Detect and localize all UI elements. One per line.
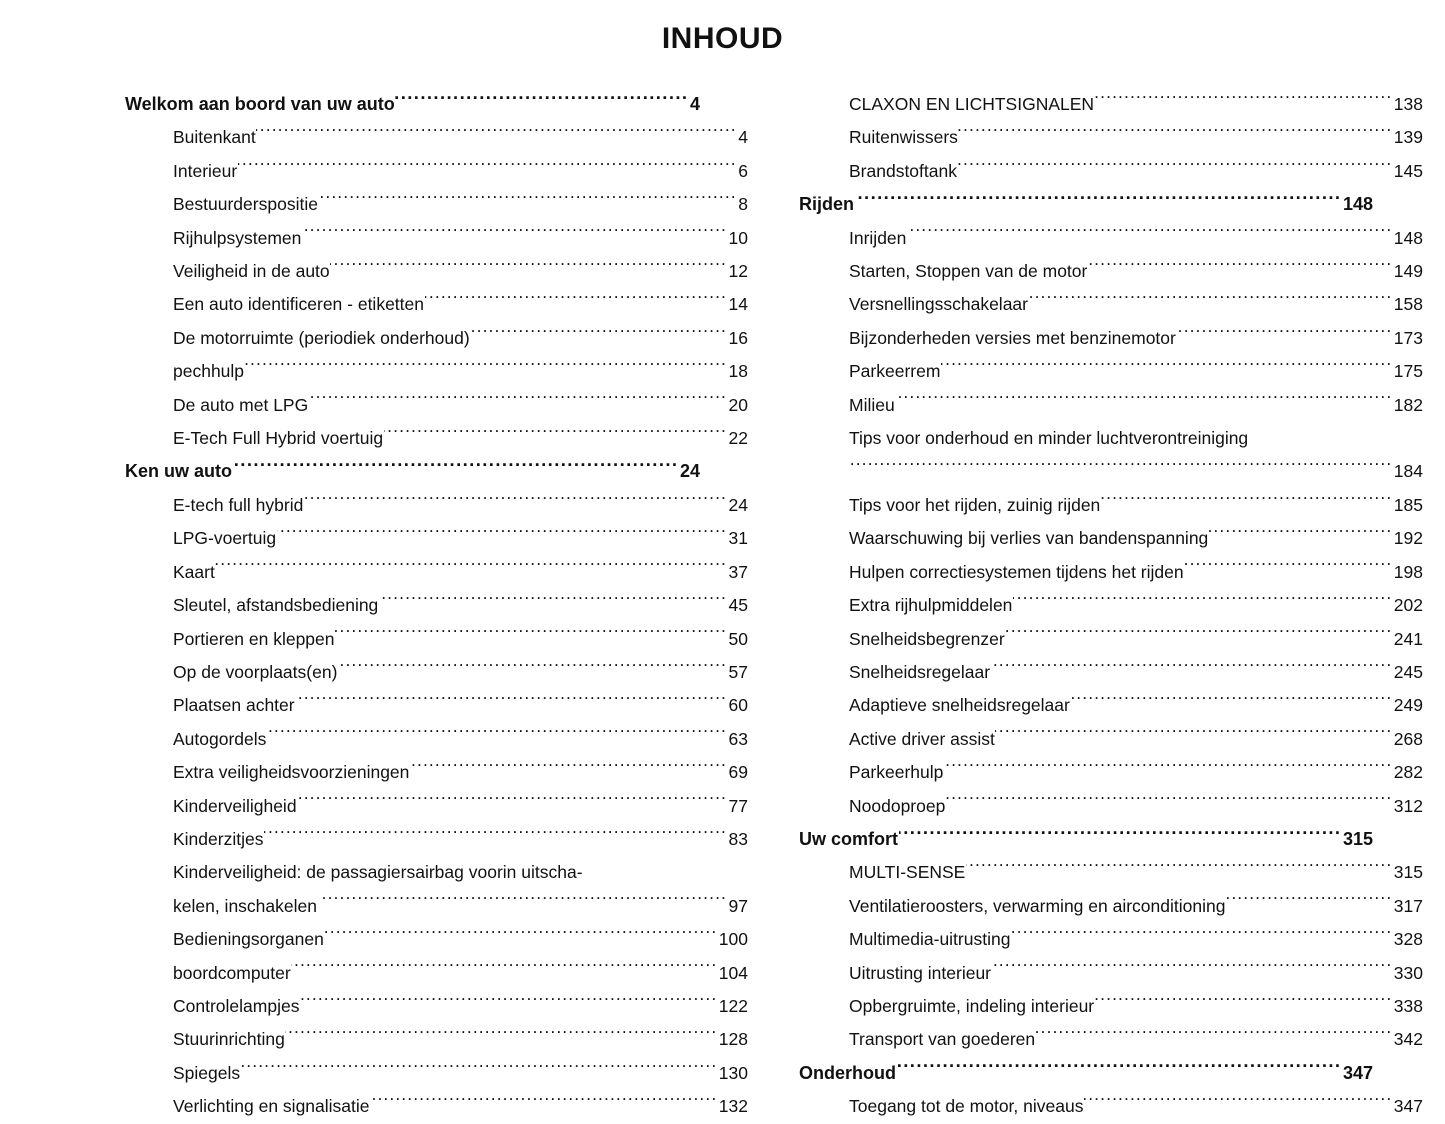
- toc-entry-row[interactable]: [125, 756, 748, 789]
- toc-leader-dots: [256, 126, 737, 144]
- toc-page-number: 148: [1342, 194, 1373, 215]
- toc-page-number: 342: [1393, 1029, 1423, 1050]
- toc-leader-dots: [1070, 694, 1392, 712]
- toc-leader-dots: [992, 961, 1393, 979]
- toc-leader-dots: [322, 894, 727, 912]
- toc-entry-row[interactable]: [799, 623, 1423, 656]
- toc-entry-row[interactable]: [799, 856, 1423, 889]
- toc-entry-label: Verlichting en signalisatie: [173, 1096, 370, 1117]
- toc-entry-label: Bestuurderspositie: [173, 194, 318, 215]
- toc-section-row[interactable]: [799, 188, 1373, 221]
- toc-leader-dots: [1013, 594, 1392, 612]
- toc-page-number: 20: [728, 394, 748, 415]
- toc-page-number: 312: [1393, 795, 1423, 816]
- toc-entry-row[interactable]: [125, 255, 748, 288]
- toc-leader-dots: [944, 761, 1392, 779]
- toc-entry-row[interactable]: [799, 422, 1423, 489]
- toc-entry-label: Tips voor het rijden, zuinig rijden: [849, 494, 1101, 515]
- toc-leader-dots: [966, 861, 1392, 879]
- toc-entry-label: Multimedia-uitrusting: [849, 929, 1011, 950]
- toc-page-number: 145: [1393, 160, 1423, 181]
- toc-entry-label: LPG-voertuig: [173, 528, 277, 549]
- toc-leader-dots: [1226, 894, 1392, 912]
- toc-entry-row[interactable]: [799, 923, 1423, 956]
- toc-leader-dots: [277, 527, 727, 545]
- toc-entry-row[interactable]: [125, 389, 748, 422]
- toc-entry-label: Noodoproep: [849, 795, 946, 816]
- toc-leader-dots: [1036, 1028, 1393, 1046]
- toc-leader-dots: [895, 393, 1392, 411]
- toc-entry-label: Kaart: [173, 561, 215, 582]
- toc-entry-row[interactable]: [799, 723, 1423, 756]
- toc-leader-dots: [302, 226, 727, 244]
- toc-leader-dots: [1029, 293, 1393, 311]
- toc-entry-label: Rijhulpsystemen: [173, 227, 302, 248]
- toc-entry-label: Parkeerhulp: [849, 762, 944, 783]
- toc-page-number: 132: [718, 1096, 748, 1117]
- toc-entry-row[interactable]: [125, 288, 748, 321]
- toc-entry-label: Inrijden: [849, 227, 907, 248]
- toc-entry-row[interactable]: [799, 88, 1423, 121]
- toc-entry-label: Active driver assist: [849, 728, 995, 749]
- toc-entry-row[interactable]: [799, 322, 1423, 355]
- toc-entry-row[interactable]: [125, 790, 748, 823]
- toc-entry-label: Veiligheid in de auto: [173, 261, 330, 282]
- toc-entry-label: Kinderveiligheid: [173, 795, 297, 816]
- toc-section-row[interactable]: [125, 455, 700, 488]
- toc-leader-dots: [300, 994, 717, 1012]
- toc-section-row[interactable]: [125, 88, 700, 121]
- toc-leader-dots: [425, 293, 728, 311]
- toc-page-number: 97: [728, 895, 748, 916]
- toc-leader-dots: [1084, 1095, 1392, 1113]
- toc-entry-row[interactable]: [799, 556, 1423, 589]
- toc-page-number: 83: [728, 828, 748, 849]
- toc-leader-dots: [1095, 994, 1393, 1012]
- toc-entry-row[interactable]: [799, 288, 1423, 321]
- toc-entry-label-line2: kelen, inschakelen: [173, 895, 322, 916]
- toc-page-number: 139: [1393, 127, 1423, 148]
- toc-entry-label: E-Tech Full Hybrid voertuig: [173, 428, 384, 449]
- toc-page-number: 122: [718, 995, 748, 1016]
- toc-page-number: 50: [728, 628, 748, 649]
- toc-entry-label: Controlelampjes: [173, 995, 300, 1016]
- toc-leader-dots: [946, 794, 1392, 812]
- toc-entry-row[interactable]: [799, 589, 1423, 622]
- toc-entry-label: Portieren en kleppen: [173, 628, 335, 649]
- toc-entry-label: Onderhoud: [799, 1062, 896, 1083]
- toc-section-row[interactable]: [799, 823, 1373, 856]
- toc-entry-label: Brandstoftank: [849, 160, 957, 181]
- toc-leader-dots: [233, 459, 679, 477]
- toc-leader-dots: [238, 159, 737, 177]
- toc-entry-label: De motorruimte (periodiek onderhoud): [173, 327, 470, 348]
- toc-entry-row[interactable]: [799, 355, 1423, 388]
- toc-leader-dots: [297, 794, 727, 812]
- toc-entry-label: Toegang tot de motor, niveaus: [849, 1096, 1084, 1117]
- toc-leader-dots: [995, 727, 1392, 745]
- toc-leader-dots: [899, 827, 1342, 845]
- toc-entry-label: Rijden: [799, 194, 855, 215]
- toc-page-number: 149: [1393, 261, 1423, 282]
- toc-page-number: 317: [1393, 895, 1423, 916]
- toc-entry-label: Milieu: [849, 394, 895, 415]
- toc-entry-label: Interieur: [173, 160, 238, 181]
- toc-page-number: 245: [1393, 661, 1423, 682]
- toc-entry-label: Spiegels: [173, 1062, 241, 1083]
- toc-page-number: 8: [738, 194, 748, 215]
- toc-page-number: 158: [1393, 294, 1423, 315]
- toc-entry-label: pechhulp: [173, 361, 245, 382]
- toc-entry-row[interactable]: [799, 1023, 1423, 1056]
- toc-entry-label: Bijzonderheden versies met benzinemotor: [849, 327, 1176, 348]
- toc-page-number: 347: [1393, 1096, 1423, 1117]
- toc-entry-label-line1: Tips voor onderhoud en minder luchtverontreiniging: [849, 428, 1249, 449]
- toc-entry-label: Hulpen correctiesystemen tijdens het rijden: [849, 561, 1184, 582]
- toc-entry-label: Opbergruimte, indeling interieur: [849, 995, 1095, 1016]
- toc-page-number: 14: [728, 294, 748, 315]
- toc-leader-dots: [1095, 93, 1393, 111]
- toc-entry-row[interactable]: [125, 923, 748, 956]
- toc-leader-dots: [958, 126, 1392, 144]
- toc-entry-row[interactable]: [125, 155, 748, 188]
- toc-page-number: 128: [718, 1029, 748, 1050]
- page-title: INHOUD: [661, 22, 784, 55]
- toc-entry-label-line1: Kinderveiligheid: de passagiersairbag voorin uitscha-: [173, 862, 583, 883]
- toc-leader-dots: [324, 928, 717, 946]
- toc-entry-row[interactable]: [125, 1023, 748, 1056]
- toc-entry-label: Uw comfort: [799, 828, 898, 849]
- toc-page-number: 69: [728, 762, 748, 783]
- toc-page-number: 60: [728, 695, 748, 716]
- toc-entry-label: Extra veiligheidsvoorzieningen: [173, 762, 410, 783]
- toc-entry-row[interactable]: [125, 121, 748, 154]
- toc-entry-row[interactable]: [799, 155, 1423, 188]
- toc-entry-row[interactable]: [125, 556, 748, 589]
- toc-page-number: 10: [728, 227, 748, 248]
- toc-entry-label: Ken uw auto: [125, 461, 232, 482]
- toc-entry-row[interactable]: [799, 756, 1423, 789]
- toc-page-number: 12: [728, 261, 748, 282]
- toc-page-number: 100: [718, 929, 748, 950]
- toc-entry-row[interactable]: [125, 990, 748, 1023]
- toc-leader-dots: [991, 660, 1393, 678]
- toc-page-number: 202: [1393, 595, 1423, 616]
- toc-leader-dots: [267, 727, 727, 745]
- toc-entry-label: Autogordels: [173, 728, 267, 749]
- toc-page-number: 37: [728, 561, 748, 582]
- toc-leader-dots: [309, 393, 727, 411]
- toc-entry-label: E-tech full hybrid: [173, 494, 304, 515]
- toc-leader-dots: [410, 761, 727, 779]
- toc-entry-label: De auto met LPG: [173, 394, 309, 415]
- toc-leader-dots: [470, 326, 727, 344]
- toc-entry-label: Plaatsen achter: [173, 695, 295, 716]
- toc-entry-row[interactable]: [799, 990, 1423, 1023]
- toc-page-number: 18: [728, 361, 748, 382]
- toc-entry-row[interactable]: [799, 790, 1423, 823]
- toc-entry-label: Transport van goederen: [849, 1029, 1036, 1050]
- toc-page-number: 330: [1393, 962, 1423, 983]
- toc-entry-tail: [173, 890, 748, 923]
- toc-entry-row[interactable]: [799, 121, 1423, 154]
- toc-page-number: 347: [1342, 1062, 1373, 1083]
- toc-leader-dots: [215, 560, 727, 578]
- toc-page-number: 173: [1393, 327, 1423, 348]
- toc-entry-row[interactable]: [125, 355, 748, 388]
- toc-leader-dots: [370, 1095, 717, 1113]
- toc-leader-dots: [1011, 928, 1392, 946]
- toc-page-number: 4: [689, 94, 700, 114]
- toc-leader-dots: [855, 192, 1342, 210]
- toc-page-number: 338: [1393, 995, 1423, 1016]
- toc-page-number: 198: [1393, 561, 1423, 582]
- toc-entry-label: Op de voorplaats(en): [173, 661, 338, 682]
- toc-entry-row[interactable]: [125, 222, 748, 255]
- toc-entry-label: Een auto identificeren - etiketten: [173, 294, 424, 315]
- toc-entry-label: Stuurinrichting: [173, 1029, 285, 1050]
- toc-page-number: 22: [728, 428, 748, 449]
- toc-leader-dots: [245, 360, 727, 378]
- toc-entry-row[interactable]: [125, 723, 748, 756]
- toc-leader-dots: [384, 427, 727, 445]
- toc-page-number: 315: [1342, 828, 1373, 849]
- toc-entry-label: Ventilatieroosters, verwarming en airconditioning: [849, 895, 1226, 916]
- toc-page-number: 4: [738, 127, 748, 148]
- toc-entry-row[interactable]: [125, 689, 748, 722]
- toc-entry-label: Ruitenwissers: [849, 127, 958, 148]
- toc-leader-dots: [330, 260, 727, 278]
- toc-entry-label: Versnellingsschakelaar: [849, 294, 1028, 315]
- toc-entry-label: MULTI-SENSE: [849, 862, 966, 883]
- toc-entry-label: Kinderzitjes: [173, 828, 264, 849]
- toc-entry-label: Bedieningsorganen: [173, 929, 324, 950]
- toc-page-number: 315: [1393, 862, 1423, 883]
- toc-entry-label: Starten, Stoppen van de motor: [849, 261, 1088, 282]
- toc-leader-dots: [295, 694, 727, 712]
- toc-page-number: 57: [728, 661, 748, 682]
- toc-page-number: 192: [1393, 528, 1423, 549]
- toc-leader-dots: [957, 159, 1392, 177]
- toc-leader-dots: [1176, 326, 1392, 344]
- toc-leader-dots: [907, 226, 1392, 244]
- toc-entry-row[interactable]: [799, 522, 1423, 555]
- toc-entry-row[interactable]: [125, 489, 748, 522]
- toc-page-number: 6: [738, 160, 748, 181]
- toc-entry-tail: [849, 455, 1423, 488]
- toc-columns: [0, 88, 1445, 1124]
- toc-entry-row[interactable]: [799, 957, 1423, 990]
- toc-column-left: [0, 88, 748, 1124]
- toc-entry-row[interactable]: [125, 656, 748, 689]
- toc-entry-row[interactable]: [125, 856, 748, 923]
- toc-entry-label: Parkeerrem: [849, 361, 941, 382]
- toc-page-number: 184: [1393, 461, 1423, 482]
- toc-leader-dots: [264, 827, 727, 845]
- toc-column-right: [722, 88, 1445, 1124]
- toc-entry-label: Buitenkant: [173, 127, 256, 148]
- toc-leader-dots: [1088, 260, 1392, 278]
- toc-entry-label: Uitrusting interieur: [849, 962, 991, 983]
- toc-entry-row[interactable]: [125, 957, 748, 990]
- toc-entry-row[interactable]: [125, 522, 748, 555]
- toc-entry-label: Snelheidsbegrenzer: [849, 628, 1005, 649]
- toc-leader-dots: [291, 961, 717, 979]
- toc-entry-label: Sleutel, afstandsbediening: [173, 595, 379, 616]
- toc-page-number: 138: [1393, 94, 1423, 114]
- toc-leader-dots: [1005, 627, 1392, 645]
- toc-page-number: 45: [728, 595, 748, 616]
- toc-entry-label: Waarschuwing bij verlies van bandenspanning: [849, 528, 1209, 549]
- toc-entry-label: Extra rijhulpmiddelen: [849, 595, 1013, 616]
- toc-entry-row[interactable]: [799, 389, 1423, 422]
- toc-leader-dots: [318, 193, 736, 211]
- toc-entry-row[interactable]: [125, 322, 748, 355]
- toc-leader-dots: [1184, 560, 1392, 578]
- toc-page-number: 77: [728, 795, 748, 816]
- toc-entry-row[interactable]: [125, 823, 748, 856]
- toc-leader-dots: [285, 1028, 717, 1046]
- toc-page-number: 104: [718, 962, 748, 983]
- toc-leader-dots: [1101, 493, 1393, 511]
- toc-page-number: 130: [718, 1062, 748, 1083]
- toc-entry-row[interactable]: [125, 1057, 748, 1090]
- toc-page-number: 63: [728, 728, 748, 749]
- toc-entry-row[interactable]: [799, 656, 1423, 689]
- toc-leader-dots: [304, 493, 727, 511]
- toc-page-number: 182: [1393, 394, 1423, 415]
- toc-page-number: 282: [1393, 762, 1423, 783]
- toc-entry-label: boordcomputer: [173, 962, 291, 983]
- toc-page-number: 249: [1393, 695, 1423, 716]
- toc-page-number: 24: [679, 461, 700, 482]
- toc-page-number: 328: [1393, 929, 1423, 950]
- toc-entry-row[interactable]: [125, 422, 748, 455]
- toc-entry-label: Adaptieve snelheidsregelaar: [849, 695, 1070, 716]
- toc-page-number: 268: [1393, 728, 1423, 749]
- toc-entry-row[interactable]: [799, 1090, 1423, 1123]
- toc-page-number: 24: [728, 494, 748, 515]
- toc-page-number: 241: [1393, 628, 1423, 649]
- toc-leader-dots: [395, 92, 688, 110]
- toc-entry-row[interactable]: [799, 890, 1423, 923]
- toc-entry-row[interactable]: [799, 255, 1423, 288]
- toc-page-number: 175: [1393, 361, 1423, 382]
- toc-leader-dots: [379, 594, 727, 612]
- toc-leader-dots: [850, 460, 1393, 478]
- toc-entry-row[interactable]: [125, 623, 748, 656]
- toc-entry-label: CLAXON EN LICHTSIGNALEN: [849, 94, 1095, 114]
- toc-entry-row[interactable]: [799, 222, 1423, 255]
- toc-entry-row[interactable]: [125, 188, 748, 221]
- toc-page-number: 148: [1393, 227, 1423, 248]
- toc-entry-label: Welkom aan boord van uw auto: [125, 94, 395, 114]
- toc-entry-label: Snelheidsregelaar: [849, 661, 991, 682]
- toc-entry-row[interactable]: [125, 1090, 748, 1123]
- toc-page-number: 185: [1393, 494, 1423, 515]
- toc-entry-row[interactable]: [799, 689, 1423, 722]
- toc-leader-dots: [1209, 527, 1393, 545]
- toc-leader-dots: [241, 1061, 718, 1079]
- toc-page-number: 31: [728, 528, 748, 549]
- toc-leader-dots: [335, 627, 727, 645]
- toc-entry-row[interactable]: [125, 589, 748, 622]
- toc-leader-dots: [941, 360, 1392, 378]
- toc-page-number: 16: [728, 327, 748, 348]
- toc-entry-row[interactable]: [799, 489, 1423, 522]
- toc-section-row[interactable]: [799, 1057, 1373, 1090]
- toc-leader-dots: [338, 660, 727, 678]
